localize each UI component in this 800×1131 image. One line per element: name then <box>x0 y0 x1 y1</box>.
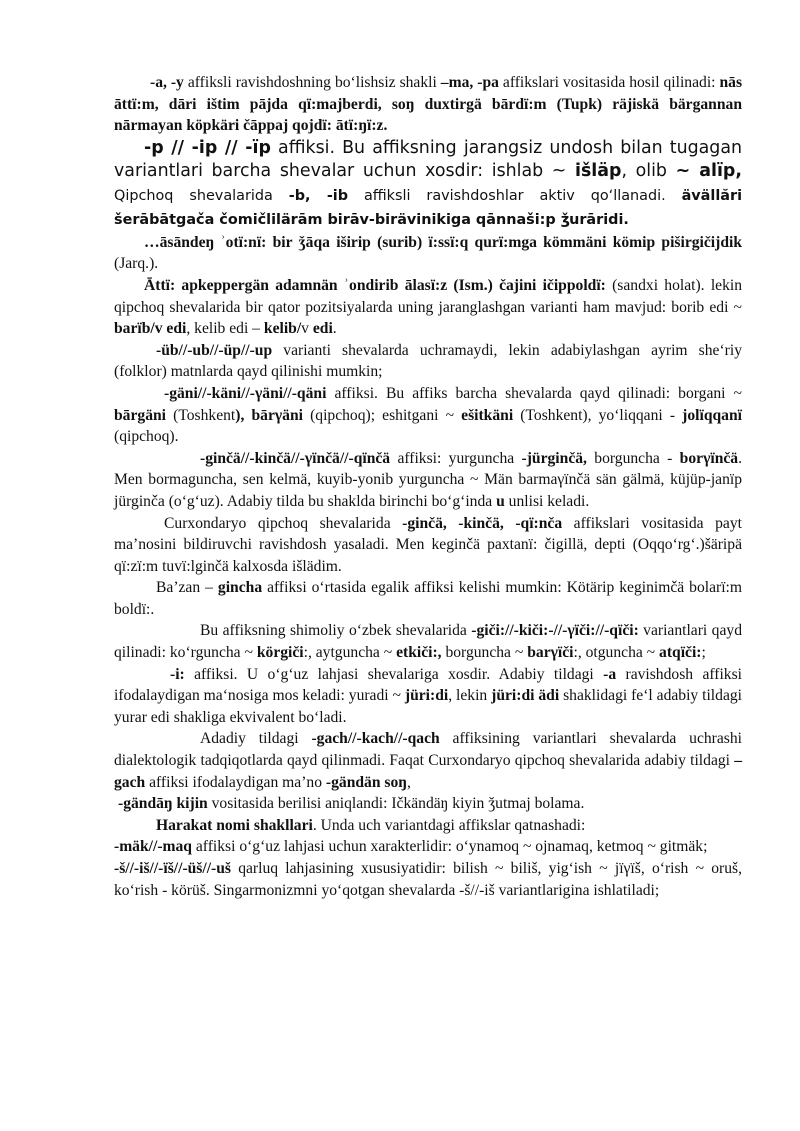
paragraph-gici-variants: Bu affiksning shimoliy o‘zbek shevalarida -giči://-kiči:-//-γïči://-qïči: variantlari qayd qilinadi: ko‘rguncha ~ körgiči:, aytguncha ~ etkiči:, borguncha ~ barγïči:, otguncha ~ atqïči:; <box>114 622 742 662</box>
paragraph-gani-affix: -gäni//-käni//-γäni//-qäni affiksi. Bu affiks barcha shevalarda qayd qilinadi: borgani ~ bārgäni (Toshkent), bārγäni (qipchoq); eshitgani ~ ešitkäni (Toshkent), yo‘liqqani - jolïqqanï (qipchoq). <box>114 384 742 446</box>
paragraph-gandan-kijin: -gändāŋ kijin vositasida berilisi aniqlandi: Ičkändäŋ kiyin ǯutmaj bolama. <box>118 795 585 813</box>
paragraph-gincha-possessive: Ba’zan – gincha affiksi o‘rtasida egalik affiksi kelishi mumkin: Kötärip keginimčä bolarï:m boldï:. <box>114 579 743 618</box>
paragraph-ip-affix: -p // -ip // -ïp affiksi. Bu affiksning jarangsiz undosh bilan tugagan variantlari barcha shevalar uchun xosdir: ishlab ~ išläp, olib ~ alïp, Qipchoq shevalarida -b, -ib affiksli ravishdoshlar aktiv qo‘llanadi. ävällări šerābātgača čomičlilärām birāv-birävinikiga qānnaši:p ǯurāridi. <box>114 137 743 228</box>
paragraph-i-affix: -i: affiksi. U o‘g‘uz lahjasi shevalariga xosdir. Adabiy tildagi -a ravishdosh affiksi ifodalaydigan ma‘nosiga mos keladi: yuradi ~ jüri:di, lekin jüri:di ädi shaklidagi fe‘l adabiy tildagi yurar edi shakliga ekvivalent bo‘ladi. <box>114 665 742 726</box>
paragraph-negative-converb: -a, -y affiksli ravishdoshning bo‘lishsiz shakli –ma, -pa affikslari vositasida hosil qilinadi: nās āttï:m, dāri ištim pājda qï:majberdi, soŋ duxtirgä bārdï:m (Tupk) räjiskä bärgannan nārmayan köpkäri čāppaj qojdï: ātï:ŋï:z. <box>114 74 743 135</box>
paragraph-ginca-affix: -ginčä//-kinčä//-γïnčä//-qïnčä affiksi: yurguncha -jürginčä, borguncha - borγïnčä. Men bormaguncha, sen kelmä, kuyib-yonib yurguncha ~ Män barmaγïnčä sän gälmä, küjüp-janïp jürginča (o‘g‘uz). Adabiy tilda bu shaklda birinchi bo‘g‘inda u unlisi keladi. <box>114 449 742 510</box>
paragraph-verbal-noun-heading: Harakat nomi shakllari. Unda uch variantdagi affikslar qatnashadi: <box>156 816 586 834</box>
document-body <box>114 72 742 901</box>
paragraph-example-ism: Āttï: apkeppergän adamnän ʾondirib ālasï:z (Ism.) čajini ičippoldï: (sandxi holat). lekin qipchoq shevalarida bir qator pozitsiyalarda uning jaranglashgan varianti ham mavjud: borib edi ~ barïb/v edi, kelib edi – kelib/v edi. <box>114 276 742 338</box>
paragraph-example-jarq: …āsāndeŋ ʾotï:nï: bir ǯāqa iširip (surib) ï:ssï:q qurï:mga kömmäni kömip piširgičijdik (Jarq.). <box>114 233 742 273</box>
paragraph-gach-affix: Adadiy tildagi -gach//-kach//-qach affiksining variantlari shevalarda uchrashi dialektologik tadqiqotlarda qayd qilinmadi. Faqat Curxondaryo qipchoq shevalarida adabiy tildagi –gach affiksi ifodalaydigan ma’no -gändän soŋ, <box>114 730 742 791</box>
paragraph-ub-variant: -üb//-ub//-üp//-up varianti shevalarda uchramaydi, lekin adabiylashgan ayrim she‘riy (folklor) matnlarda qayd qilinishi mumkin; <box>114 341 742 381</box>
paragraph-curxondaryo-ginca: Curxondaryo qipchoq shevalarida -ginčä, -kinčä, -qï:nča affikslari vositasida payt ma’nosini bildiruvchi ravishdosh yasaladi. Men keginčä paxtanï: čigillä, depti (Oqqo‘rg‘.)šäripä qï:zï:m tuvï:lginčä kalxosda išlädim. <box>114 514 742 575</box>
paragraph-is-affix: -š//-iš//-ïš//-üš//-uš qarluq lahjasining xususiyatidir: bilish ~ biliš, yig‘ish ~ jïγïš, o‘rish ~ oruš, ko‘rish - körüš. Singarmonizmni yo‘qotgan shevalarda -š//-iš variantlarigina ishlatiladi; <box>114 860 742 899</box>
paragraph-mak-affix: -mäk//-maq affiksi o‘g‘uz lahjasi uchun xarakterlidir: o‘ynamoq ~ ojnamaq, ketmoq ~ gitmäk; <box>114 838 708 856</box>
